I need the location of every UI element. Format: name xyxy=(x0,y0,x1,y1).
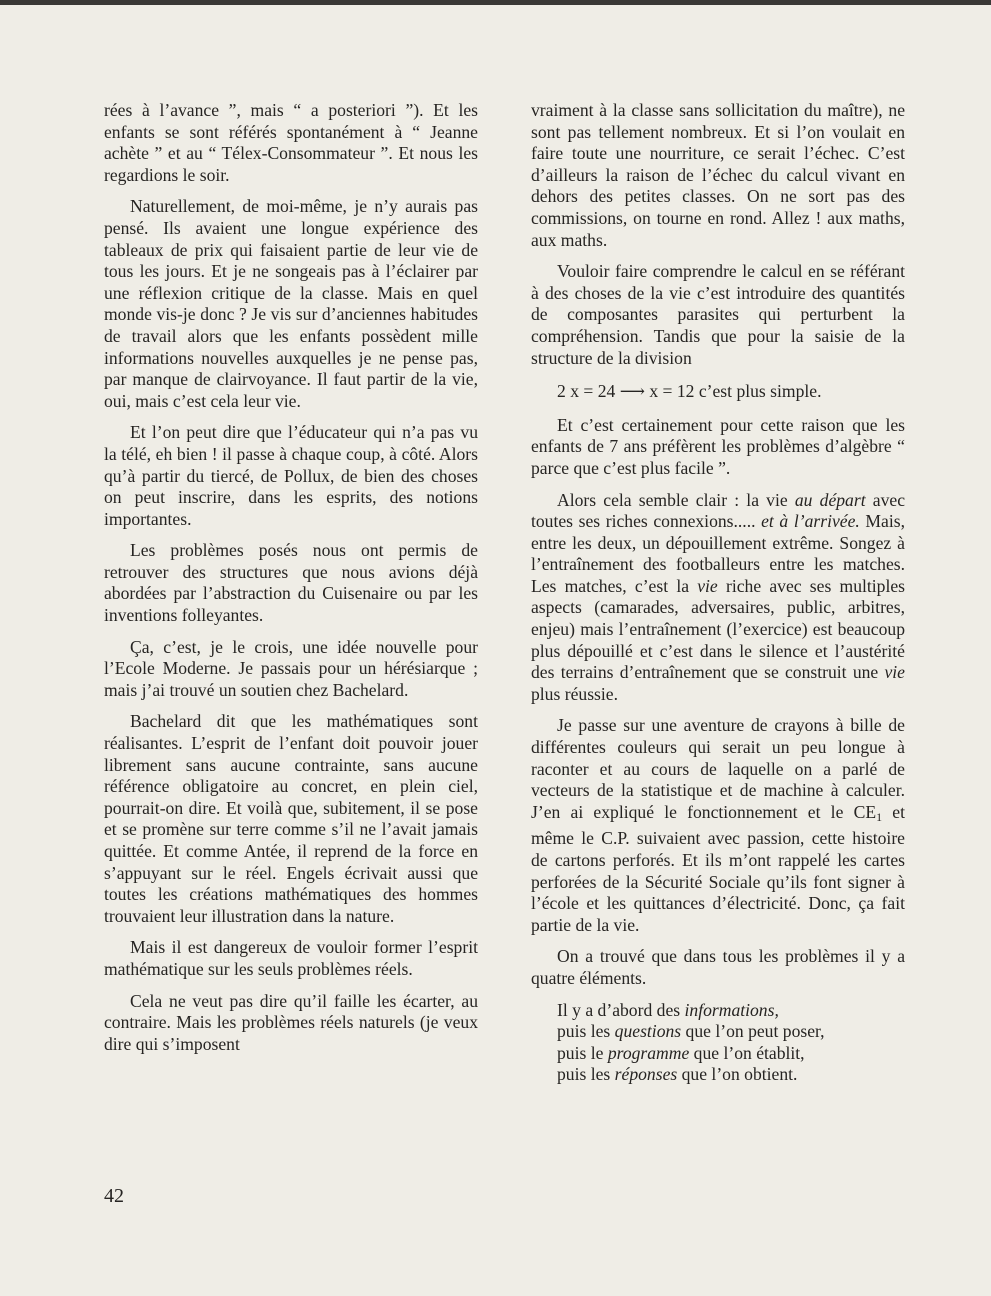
emphasis: vie xyxy=(697,575,718,596)
page-number: 42 xyxy=(104,1185,124,1207)
emphasis: vie xyxy=(884,662,905,683)
text-run: Alors cela semble clair : la vie xyxy=(557,489,795,510)
paragraph: Naturellement, de moi-même, je n’y aurais pas pensé. Ils avaient une longue expérience des tableaux de prix qui faisaient partie de leur vie de tous les jours. Et je ne songeais pas à l’éclairer par une réflexion critique de la classe. Mais en quel monde vis-je donc ? Je vis sur d’anciennes habitudes de travail alors que les enfants possèdent mille informations nouvelles auxquelles je ne pense pas, par manque de clairvoyance. Il faut partir de la vie, oui, mais c’est cela leur vie. xyxy=(104,196,478,411)
right-column xyxy=(531,100,905,1086)
text-run: puis les xyxy=(557,1064,615,1085)
text-run: plus réussie. xyxy=(531,683,618,704)
paragraph: rées à l’avance ”, mais “ a posteriori ”). Et les enfants se sont référés spontanément à “ Jeanne achète ” et au “ Télex-Consommateur ”. Et nous les regardions le soir. xyxy=(104,100,478,185)
text-run: avec toutes ses riches connexions..... xyxy=(531,489,906,532)
list-item xyxy=(531,1021,905,1043)
paragraph: Ça, c’est, je le crois, une idée nouvelle pour l’Ecole Moderne. Je passais pour un hérésiarque ; mais j’ai trouvé un soutien chez Bachelard. xyxy=(104,636,478,700)
paragraph: On a trouvé que dans tous les problèmes il y a quatre éléments. xyxy=(531,946,905,988)
text-run: et même le C.P. suivaient avec passion, cette histoire de cartons perforés. Et ils m’ont rappelé les cartes perforées de la Sécurité Sociale qu’ils font signer à l’école et les quittances d’électricité. Donc, ça fait partie de la vie. xyxy=(531,801,905,935)
emphasis: au départ xyxy=(794,489,866,510)
paragraph: Vouloir faire comprendre le calcul en se référant à des choses de la vie c’est introduire des quantités de composantes parasites qui perturbent la compréhension. Tandis que pour la saisie de la structure de la division xyxy=(531,261,905,368)
text-run: puis le xyxy=(557,1042,608,1063)
list-item xyxy=(531,1043,905,1065)
text-run: que l’on établit, xyxy=(689,1042,805,1063)
paragraph: Bachelard dit que les mathématiques sont réalisantes. L’esprit de l’enfant doit pouvoir jouer librement sans aucune contrainte, sans aucune référence obligatoire au concret, en plein ciel, pourrait-on dire. Et voilà que, subitement, il se pose et se promène sur terre comme s’il ne l’avait jamais quittée. Et comme Antée, il reprend de la force en s’appuyant sur le réel. Engels écrivait aussi que toutes les créations mathématiques des hommes trouvaient leur illustration dans la nature. xyxy=(104,711,478,926)
emphasis: programme xyxy=(607,1042,690,1063)
paragraph: Mais il est dangereux de vouloir former l’esprit mathématique sur les seuls problèmes réels. xyxy=(104,937,478,979)
paragraph xyxy=(531,490,905,706)
text-run: puis les xyxy=(557,1021,615,1042)
list-item xyxy=(531,1064,905,1086)
text-run: que l’on peut poser, xyxy=(681,1021,825,1042)
paragraph: Et c’est certainement pour cette raison que les enfants de 7 ans préfèrent les problèmes d’algèbre “ parce que c’est plus facile ”. xyxy=(531,414,905,478)
emphasis: réponses xyxy=(614,1064,678,1085)
left-column xyxy=(104,100,478,1065)
paragraph: Et l’on peut dire que l’éducateur qui n’a pas vu la télé, eh bien ! il passe à chaque coup, à côté. Alors qu’à partir du tiercé, de Pollux, de bien des choses on peut inscrire, dans les esprits, des notions importantes. xyxy=(104,422,478,529)
division-formula: 2 x = 24 ⟶ x = 12 c’est plus simple. xyxy=(557,381,822,402)
page-top-edge xyxy=(0,0,991,5)
paragraph xyxy=(531,715,905,936)
text-run: riche avec ses multiples aspects (camarades, adversaires, public, arbitres, enjeu) mais l’entraînement (l’exercice) est beaucoup plus dépouillé et c’est dans le silence et l’austérité des terrains d’entraînement que se construit une xyxy=(531,575,905,683)
element-list xyxy=(531,1000,905,1086)
paragraph: vraiment à la classe sans sollicitation du maître), ne sont pas tellement nombreux. Et si l’on voulait en faire toute une nourriture, ce serait l’échec. C’est d’ailleurs la raison de l’échec du calcul vivant en dehors des petites classes. On ne sort pas des commissions, on tourne en rond. Allez ! aux maths, aux maths. xyxy=(531,100,905,250)
paragraph: Les problèmes posés nous ont permis de retrouver des structures que nous avions déjà abordées par l’abstraction du Cuisenaire ou par les inventions folleyantes. xyxy=(104,540,478,626)
emphasis: questions xyxy=(614,1021,682,1042)
text-run: que l’on obtient. xyxy=(677,1064,798,1085)
subscript: 1 xyxy=(876,809,883,824)
text-run: Je passe sur une aventure de crayons à bille de différentes couleurs qui serait un peu longue à raconter et au cours de laquelle on a parlé de vecteurs de la statistique et de machine à calculer. J’en ai expliqué le fonctionnement et le CE xyxy=(531,715,905,822)
text-run: Mais, entre les deux, un dépouillement extrême. Songez à l’entraînement des footballeurs entre les matches. Les matches, c’est la xyxy=(531,511,905,596)
list-item xyxy=(531,1000,905,1022)
paragraph: Cela ne veut pas dire qu’il faille les écarter, au contraire. Mais les problèmes réels naturels (je veux dire qui s’imposent xyxy=(104,990,478,1054)
text-run: Il y a d’abord des xyxy=(557,999,685,1020)
emphasis: et à l’arrivée. xyxy=(761,511,860,532)
emphasis: informations, xyxy=(684,999,779,1020)
